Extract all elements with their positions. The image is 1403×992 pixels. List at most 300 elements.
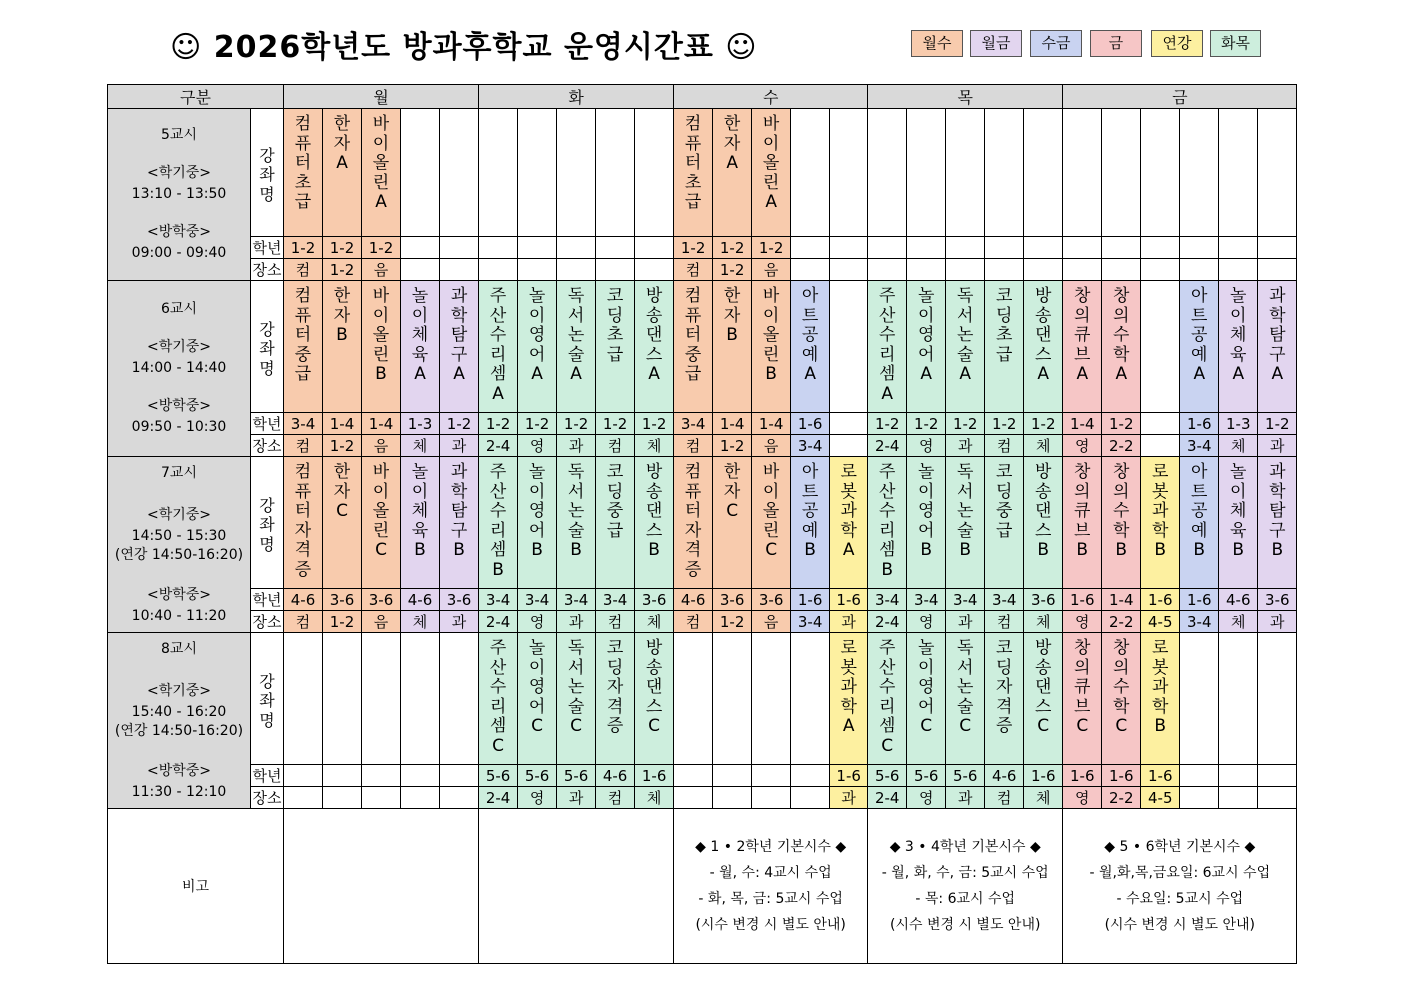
grade-cell: 1-6 bbox=[1063, 589, 1102, 611]
place-cell bbox=[791, 259, 830, 281]
course-name bbox=[323, 281, 362, 413]
course-name bbox=[946, 633, 985, 765]
grade-cell: 3-4 bbox=[868, 589, 907, 611]
course-name bbox=[440, 109, 479, 237]
place-cell: 음 bbox=[752, 259, 791, 281]
course-name bbox=[1102, 109, 1141, 237]
grade-cell bbox=[1180, 765, 1219, 787]
grade-cell bbox=[868, 237, 907, 259]
course-name bbox=[830, 457, 868, 589]
course-name-text: 바이올린A bbox=[762, 114, 780, 212]
place-cell bbox=[1141, 435, 1180, 457]
course-name-text: 과학탐구B bbox=[450, 462, 468, 560]
course-name bbox=[1180, 109, 1219, 237]
place-cell: 음 bbox=[752, 435, 791, 457]
place-cell: 1-2 bbox=[713, 259, 752, 281]
course-name-text: 독서논술B bbox=[956, 462, 974, 560]
grade-cell: 3-6 bbox=[362, 589, 401, 611]
course-name bbox=[440, 457, 479, 589]
place-cell: 과 bbox=[440, 435, 479, 457]
course-name bbox=[596, 281, 635, 413]
course-name bbox=[907, 633, 946, 765]
course-name bbox=[401, 457, 440, 589]
grade-cell: 1-3 bbox=[1219, 413, 1258, 435]
course-name bbox=[1180, 457, 1219, 589]
course-name bbox=[362, 109, 401, 237]
place-cell: 컴 bbox=[985, 611, 1024, 633]
grade-cell bbox=[946, 237, 985, 259]
course-name bbox=[791, 457, 830, 589]
period-text: (연강 14:50-16:20) bbox=[114, 546, 244, 563]
course-name-text: 놀이영어C bbox=[917, 638, 935, 736]
course-name-text: 창의수학A bbox=[1113, 286, 1130, 384]
grade-cell: 3-6 bbox=[752, 589, 791, 611]
place-cell bbox=[907, 259, 946, 281]
course-name bbox=[479, 281, 518, 413]
place-cell bbox=[1219, 259, 1258, 281]
course-name bbox=[479, 109, 518, 237]
timetable bbox=[107, 84, 1403, 964]
place-cell: 영 bbox=[1063, 611, 1102, 633]
period-text: 11:30 - 12:10 bbox=[131, 783, 227, 800]
grade-cell: 3-6 bbox=[323, 589, 362, 611]
course-name bbox=[1102, 457, 1141, 589]
course-name bbox=[1258, 109, 1297, 237]
place-cell: 과 bbox=[1258, 611, 1297, 633]
place-cell: 2-2 bbox=[1102, 787, 1141, 809]
place-cell bbox=[1180, 787, 1219, 809]
remarks-line: ◆ 1 • 2학년 기본시수 ◆ bbox=[695, 839, 847, 855]
grade-cell: 3-6 bbox=[635, 589, 674, 611]
course-name bbox=[1258, 633, 1297, 765]
place-cell: 체 bbox=[1219, 435, 1258, 457]
course-name-text: 창의수학B bbox=[1113, 462, 1130, 560]
grade-cell bbox=[479, 237, 518, 259]
course-name bbox=[907, 457, 946, 589]
course-name-text: 주산수리셈B bbox=[489, 462, 507, 580]
place-cell bbox=[479, 259, 518, 281]
grade-cell: 4-6 bbox=[1219, 589, 1258, 611]
place-cell: 컴 bbox=[985, 787, 1024, 809]
grade-cell: 5-6 bbox=[557, 765, 596, 787]
course-name bbox=[674, 457, 713, 589]
period-text: <방학중> bbox=[146, 398, 212, 414]
grade-cell: 3-4 bbox=[479, 589, 518, 611]
course-name bbox=[596, 633, 635, 765]
place-cell bbox=[596, 259, 635, 281]
place-cell bbox=[1141, 259, 1180, 281]
period-text bbox=[108, 484, 250, 505]
header-day: 수 bbox=[674, 85, 868, 109]
period-text: 09:00 - 09:40 bbox=[131, 245, 227, 261]
place-cell: 1-2 bbox=[713, 435, 752, 457]
course-name bbox=[1219, 109, 1258, 237]
course-name-text: 컴퓨터중급 bbox=[684, 286, 702, 384]
place-cell: 컴 bbox=[674, 435, 713, 457]
course-name bbox=[1063, 109, 1102, 237]
place-cell: 2-4 bbox=[868, 787, 907, 809]
grade-cell: 1-2 bbox=[1024, 413, 1063, 435]
place-cell bbox=[401, 259, 440, 281]
grade-cell: 3-4 bbox=[518, 589, 557, 611]
place-cell: 영 bbox=[1063, 435, 1102, 457]
period-text: <학기중> bbox=[146, 682, 212, 699]
grade-cell bbox=[323, 765, 362, 787]
period-text bbox=[108, 564, 250, 585]
place-cell: 2-2 bbox=[1102, 435, 1141, 457]
place-cell: 음 bbox=[752, 611, 791, 633]
place-cell: 4-5 bbox=[1141, 787, 1180, 809]
grade-cell: 1-2 bbox=[907, 413, 946, 435]
course-name bbox=[596, 109, 635, 237]
grade-cell bbox=[401, 765, 440, 787]
course-name bbox=[401, 281, 440, 413]
course-name-text: 코딩자격증 bbox=[606, 638, 624, 736]
remarks-line: - 수요일: 5교시 수업 bbox=[1116, 891, 1244, 907]
grade-cell bbox=[635, 237, 674, 259]
course-name bbox=[557, 457, 596, 589]
course-name bbox=[985, 457, 1024, 589]
grade-cell bbox=[791, 765, 830, 787]
course-name bbox=[868, 457, 907, 589]
remarks-fri bbox=[1063, 809, 1297, 964]
legend-item: 월수 bbox=[911, 30, 963, 57]
course-name bbox=[479, 457, 518, 589]
course-name bbox=[1063, 457, 1102, 589]
grade-cell: 3-6 bbox=[713, 589, 752, 611]
course-name bbox=[907, 109, 946, 237]
grade-cell bbox=[713, 765, 752, 787]
place-cell bbox=[713, 787, 752, 809]
place-cell: 4-5 bbox=[1141, 611, 1180, 633]
course-name-text: 로봇과학B bbox=[1152, 462, 1169, 560]
grade-cell: 1-2 bbox=[868, 413, 907, 435]
course-name-text: 놀이체육B bbox=[1230, 462, 1247, 560]
grade-cell: 1-2 bbox=[596, 413, 635, 435]
grade-cell: 5-6 bbox=[907, 765, 946, 787]
course-name bbox=[907, 281, 946, 413]
place-cell: 과 bbox=[1258, 435, 1297, 457]
place-cell: 음 bbox=[362, 435, 401, 457]
remarks-line: (시수 변경 시 별도 안내) bbox=[695, 917, 846, 933]
grade-cell: 1-6 bbox=[635, 765, 674, 787]
period-label bbox=[108, 109, 251, 281]
course-name bbox=[284, 281, 323, 413]
grade-cell bbox=[440, 765, 479, 787]
course-name bbox=[1180, 633, 1219, 765]
course-name-text: 놀이체육A bbox=[1230, 286, 1247, 384]
legend-item: 수금 bbox=[1030, 30, 1082, 57]
place-cell: 컴 bbox=[674, 259, 713, 281]
period-text: 15:40 - 16:20 bbox=[131, 703, 227, 720]
course-name-text: 놀이체육B bbox=[411, 462, 429, 560]
place-cell: 과 bbox=[946, 611, 985, 633]
course-name-text: 한자B bbox=[723, 286, 741, 345]
place-cell bbox=[323, 787, 362, 809]
course-name bbox=[557, 633, 596, 765]
course-name bbox=[1219, 457, 1258, 589]
grade-cell: 1-2 bbox=[713, 237, 752, 259]
course-name bbox=[1063, 281, 1102, 413]
place-cell: 영 bbox=[518, 787, 557, 809]
grade-cell: 1-2 bbox=[674, 237, 713, 259]
place-cell: 음 bbox=[362, 611, 401, 633]
course-label-text: 강좌명 bbox=[259, 671, 275, 730]
page-title: ☺ 2026학년도 방과후학교 운영시간표 ☺ bbox=[170, 30, 758, 65]
place-cell: 과 bbox=[946, 435, 985, 457]
place-cell bbox=[1102, 259, 1141, 281]
place-cell bbox=[1219, 787, 1258, 809]
header-day: 월 bbox=[284, 85, 479, 109]
course-name bbox=[985, 633, 1024, 765]
course-name bbox=[946, 457, 985, 589]
grade-cell: 4-6 bbox=[596, 765, 635, 787]
place-cell: 1-2 bbox=[323, 611, 362, 633]
grade-cell: 4-6 bbox=[674, 589, 713, 611]
grade-cell: 4-6 bbox=[985, 765, 1024, 787]
grade-cell: 1-2 bbox=[323, 237, 362, 259]
grade-cell: 3-4 bbox=[674, 413, 713, 435]
course-name-text: 독서논술A bbox=[956, 286, 974, 384]
course-name-text: 창의큐브A bbox=[1074, 286, 1091, 384]
place-cell bbox=[752, 787, 791, 809]
remarks-line: - 월, 수: 4교시 수업 bbox=[709, 865, 832, 881]
course-label bbox=[251, 633, 284, 765]
course-name bbox=[518, 281, 557, 413]
course-name-text: 한자A bbox=[723, 114, 741, 173]
place-cell: 체 bbox=[401, 611, 440, 633]
course-label-text: 강좌명 bbox=[259, 495, 275, 554]
period-text: 7교시 bbox=[161, 464, 197, 481]
place-cell: 컴 bbox=[596, 787, 635, 809]
grade-cell: 5-6 bbox=[479, 765, 518, 787]
grade-cell: 4-6 bbox=[284, 589, 323, 611]
course-name-text: 주산수리셈C bbox=[878, 638, 896, 756]
period-text bbox=[108, 205, 250, 222]
course-name bbox=[440, 281, 479, 413]
grade-cell bbox=[752, 765, 791, 787]
period-text: <방학중> bbox=[146, 762, 212, 779]
course-name bbox=[1102, 633, 1141, 765]
course-name bbox=[440, 633, 479, 765]
remarks-line: ◆ 5 • 6학년 기본시수 ◆ bbox=[1104, 839, 1256, 855]
course-name bbox=[830, 109, 868, 237]
course-name bbox=[1024, 281, 1063, 413]
grade-cell bbox=[1024, 237, 1063, 259]
grade-cell: 5-6 bbox=[946, 765, 985, 787]
course-name bbox=[1141, 457, 1180, 589]
place-cell bbox=[830, 259, 868, 281]
course-name-text: 독서논술C bbox=[567, 638, 585, 736]
header-day: 금 bbox=[1063, 85, 1297, 109]
course-label bbox=[251, 457, 284, 589]
place-cell: 1-2 bbox=[323, 259, 362, 281]
grade-cell: 1-6 bbox=[1102, 765, 1141, 787]
place-cell: 2-4 bbox=[479, 435, 518, 457]
course-name bbox=[674, 281, 713, 413]
course-name-text: 코딩초급 bbox=[995, 286, 1013, 365]
course-name-text: 주산수리셈B bbox=[878, 462, 896, 580]
course-name-text: 놀이영어B bbox=[917, 462, 935, 560]
grade-cell: 1-2 bbox=[1102, 413, 1141, 435]
grade-cell: 1-6 bbox=[830, 589, 868, 611]
place-label: 장소 bbox=[251, 435, 284, 457]
place-cell: 영 bbox=[907, 611, 946, 633]
course-name bbox=[479, 633, 518, 765]
course-name-text: 로봇과학B bbox=[1152, 638, 1169, 736]
legend-item: 연강 bbox=[1151, 30, 1203, 57]
grade-cell: 1-6 bbox=[1063, 765, 1102, 787]
course-name bbox=[1141, 633, 1180, 765]
place-cell: 체 bbox=[635, 611, 674, 633]
grade-cell bbox=[284, 765, 323, 787]
period-text: <방학중> bbox=[146, 586, 212, 603]
course-name-text: 컴퓨터중급 bbox=[294, 286, 312, 384]
grade-cell: 1-2 bbox=[557, 413, 596, 435]
grade-cell: 1-2 bbox=[946, 413, 985, 435]
grade-cell bbox=[985, 237, 1024, 259]
grade-cell: 1-6 bbox=[1141, 589, 1180, 611]
period-label bbox=[108, 457, 251, 633]
course-name bbox=[323, 109, 362, 237]
course-name bbox=[1180, 281, 1219, 413]
grade-cell: 3-6 bbox=[440, 589, 479, 611]
place-cell bbox=[635, 259, 674, 281]
course-name-text: 과학탐구B bbox=[1269, 462, 1286, 560]
course-name-text: 창의큐브C bbox=[1074, 638, 1091, 736]
course-name-text: 방송댄스C bbox=[645, 638, 663, 736]
header-day: 목 bbox=[868, 85, 1063, 109]
period-text: 10:40 - 11:20 bbox=[131, 607, 227, 624]
course-name bbox=[868, 109, 907, 237]
grade-cell: 5-6 bbox=[518, 765, 557, 787]
grade-cell bbox=[1258, 237, 1297, 259]
grade-cell bbox=[362, 765, 401, 787]
grade-cell bbox=[440, 237, 479, 259]
course-name bbox=[713, 633, 752, 765]
course-name bbox=[401, 109, 440, 237]
place-cell: 영 bbox=[518, 611, 557, 633]
course-name-text: 과학탐구A bbox=[450, 286, 468, 384]
course-name bbox=[1141, 281, 1180, 413]
grade-label: 학년 bbox=[251, 765, 284, 787]
place-cell bbox=[440, 787, 479, 809]
course-name bbox=[635, 633, 674, 765]
course-name bbox=[596, 457, 635, 589]
grade-cell: 3-4 bbox=[596, 589, 635, 611]
grade-cell: 1-2 bbox=[479, 413, 518, 435]
course-name bbox=[985, 281, 1024, 413]
header-category: 구분 bbox=[108, 85, 284, 109]
place-cell: 체 bbox=[1024, 435, 1063, 457]
course-name bbox=[752, 457, 791, 589]
grade-cell: 1-2 bbox=[440, 413, 479, 435]
place-cell: 과 bbox=[830, 787, 868, 809]
remarks-mon bbox=[284, 809, 479, 964]
grade-cell: 1-6 bbox=[1180, 589, 1219, 611]
course-name bbox=[1024, 457, 1063, 589]
place-cell: 2-2 bbox=[1102, 611, 1141, 633]
grade-cell: 3-6 bbox=[1258, 589, 1297, 611]
remarks-wed bbox=[674, 809, 868, 964]
grade-cell: 1-2 bbox=[985, 413, 1024, 435]
place-cell bbox=[518, 259, 557, 281]
course-name bbox=[323, 633, 362, 765]
course-name bbox=[557, 281, 596, 413]
grade-cell: 1-2 bbox=[518, 413, 557, 435]
course-name-text: 방송댄스B bbox=[645, 462, 663, 560]
course-name-text: 코딩중급 bbox=[995, 462, 1013, 541]
place-cell: 영 bbox=[907, 787, 946, 809]
place-cell: 과 bbox=[946, 787, 985, 809]
grade-cell bbox=[596, 237, 635, 259]
course-name-text: 코딩중급 bbox=[606, 462, 624, 541]
period-label bbox=[108, 281, 251, 457]
place-cell: 컴 bbox=[284, 259, 323, 281]
course-name bbox=[362, 281, 401, 413]
period-label bbox=[108, 633, 251, 809]
course-label-text: 강좌명 bbox=[259, 319, 275, 378]
period-text: <방학중> bbox=[146, 224, 212, 240]
course-name-text: 주산수리셈A bbox=[878, 286, 896, 404]
grade-cell: 3-4 bbox=[985, 589, 1024, 611]
place-cell: 컴 bbox=[674, 611, 713, 633]
remarks-line: - 월, 화, 수, 금: 5교시 수업 bbox=[881, 865, 1049, 881]
course-name bbox=[713, 109, 752, 237]
grade-cell bbox=[674, 765, 713, 787]
course-name bbox=[635, 457, 674, 589]
course-name-text: 주산수리셈C bbox=[489, 638, 507, 756]
course-name bbox=[635, 109, 674, 237]
period-text: 5교시 bbox=[161, 127, 197, 143]
period-text bbox=[108, 660, 250, 681]
place-cell bbox=[440, 259, 479, 281]
course-name-text: 방송댄스A bbox=[1035, 286, 1052, 384]
course-name-text: 로봇과학A bbox=[840, 462, 857, 560]
place-cell bbox=[362, 787, 401, 809]
header-day: 화 bbox=[479, 85, 674, 109]
period-text: <학기중> bbox=[146, 339, 212, 355]
place-cell bbox=[1024, 259, 1063, 281]
remarks-thu bbox=[868, 809, 1063, 964]
course-name-text: 독서논술C bbox=[956, 638, 974, 736]
legend-item: 금 bbox=[1090, 30, 1142, 57]
course-name bbox=[946, 281, 985, 413]
course-name bbox=[752, 281, 791, 413]
place-label: 장소 bbox=[251, 787, 284, 809]
course-name-text: 아트공예A bbox=[801, 286, 819, 384]
period-text: 09:50 - 10:30 bbox=[131, 419, 227, 435]
course-name bbox=[518, 109, 557, 237]
grade-cell bbox=[401, 237, 440, 259]
course-name-text: 놀이영어A bbox=[917, 286, 935, 384]
grade-cell: 1-2 bbox=[752, 237, 791, 259]
place-cell: 영 bbox=[1063, 787, 1102, 809]
grade-cell: 1-4 bbox=[713, 413, 752, 435]
period-text: <학기중> bbox=[146, 165, 212, 181]
place-cell: 과 bbox=[440, 611, 479, 633]
course-name-text: 창의수학C bbox=[1113, 638, 1130, 736]
place-cell: 체 bbox=[635, 787, 674, 809]
course-name-text: 놀이영어B bbox=[528, 462, 546, 560]
course-name bbox=[830, 633, 868, 765]
grade-cell: 1-2 bbox=[1258, 413, 1297, 435]
course-name bbox=[518, 457, 557, 589]
course-name bbox=[791, 633, 830, 765]
place-cell bbox=[791, 787, 830, 809]
course-name bbox=[284, 633, 323, 765]
period-text: 13:10 - 13:50 bbox=[131, 186, 227, 202]
